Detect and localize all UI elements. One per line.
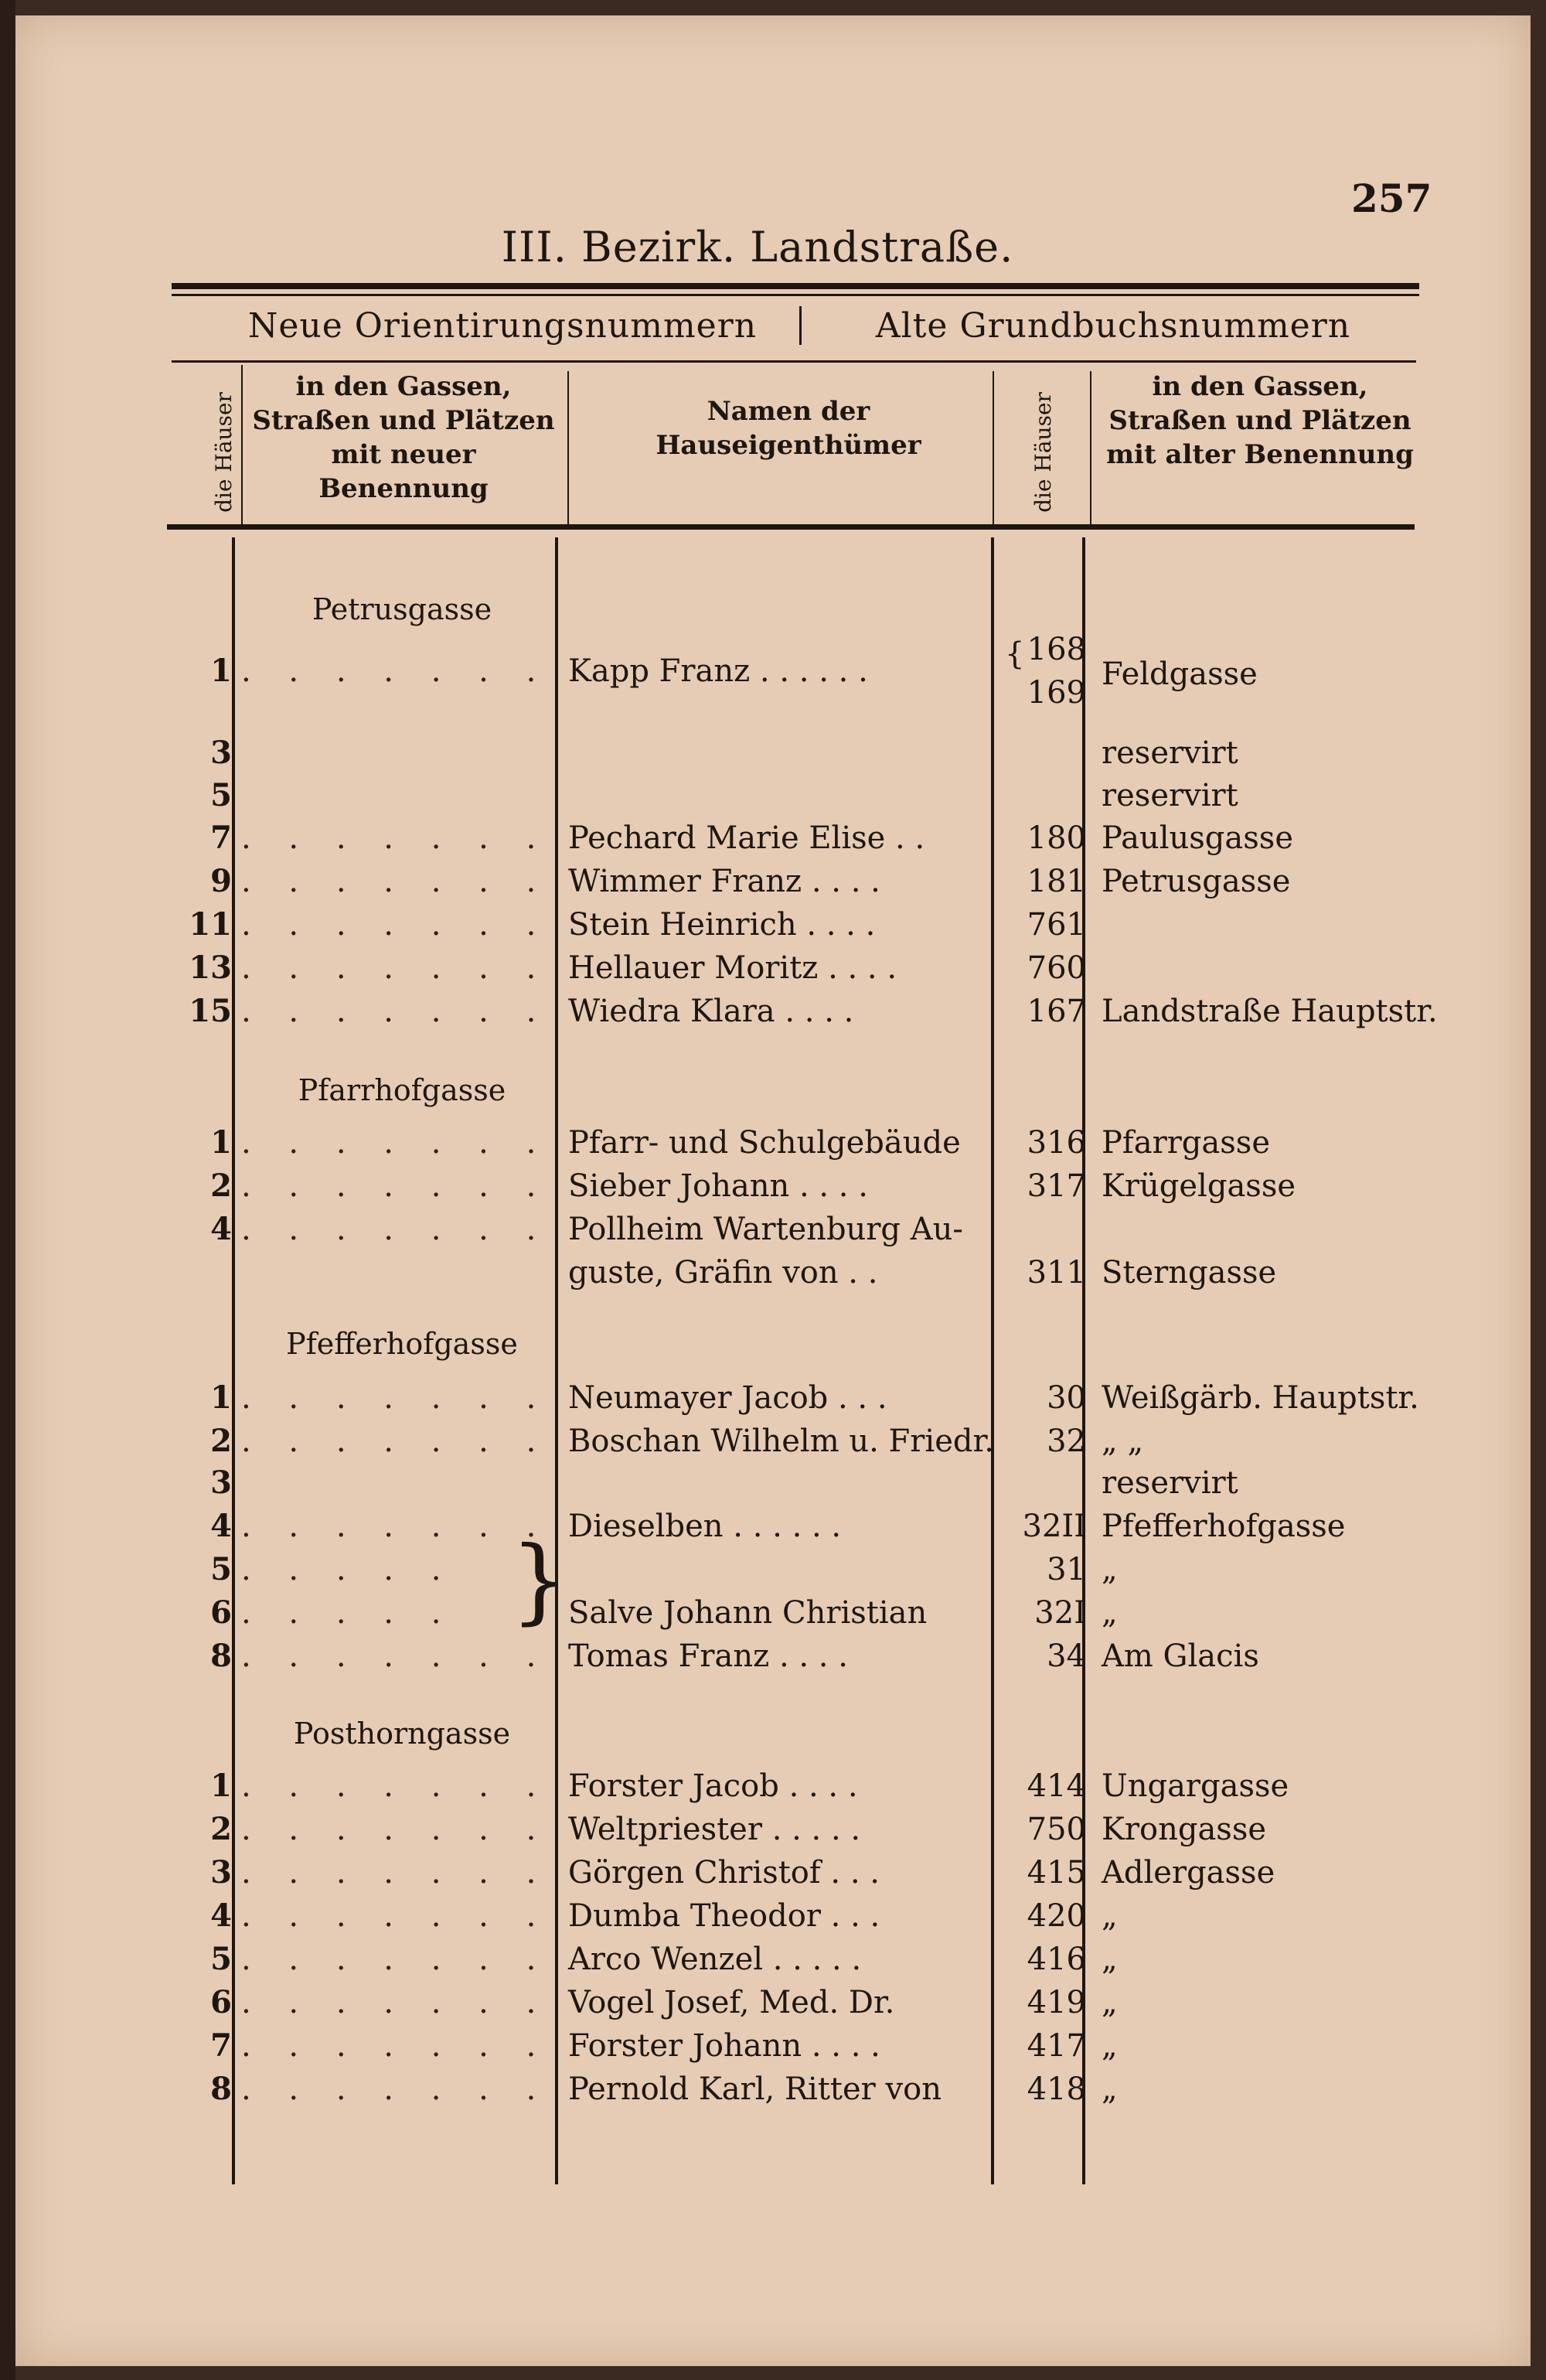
table-row [0,1981,1515,2024]
house-number: 9 [210,863,232,899]
table-row [0,731,1515,775]
owner-name [568,731,986,775]
owner-name [568,1461,986,1505]
house-number: 6 [210,1594,232,1631]
old-street: Pfarrgasse [1102,1125,1270,1161]
owner-name: Boschan Wilhelm u. Friedr. [568,1424,994,1459]
house-number: 1 [210,1379,232,1416]
col-owners: Namen der Hauseigenthümer [656,396,921,461]
table-row [0,990,1515,1033]
old-street: „ [1102,1552,1118,1587]
leader-dots [241,774,550,817]
col-houses-old: die Häuser [1030,392,1056,513]
leader-dots: . . . . . . . [241,820,550,856]
owner-name: Pechard Marie Elise . . [568,820,925,856]
header-vline-2 [567,371,569,526]
house-number: 1 [210,653,232,689]
house-number: 5 [210,1551,232,1587]
col-streets-old: in den Gassen, Straßen und Plätzen mit alter Benennung [1106,371,1414,470]
leader-dots: . . . . . . . [241,1985,550,2020]
col-streets-new: in den Gassen, Straßen und Plätzen mit neuer Benennung [252,371,555,504]
house-number: 3 [210,1464,232,1501]
table-row [0,1635,1515,1678]
house-number: 15 [189,993,232,1029]
old-street: Pfefferhofgasse [1102,1509,1346,1544]
leader-dots: . . . . . . . [241,1638,550,1674]
leader-dots: . . . . . . . [241,1768,550,1804]
leader-dots: . . . . . . . [241,1380,550,1416]
table-row [0,1164,1515,1208]
header-rule-top-thin [172,294,1419,296]
table-row [0,903,1515,946]
table-row [0,1461,1515,1505]
old-number: 31 [1047,1552,1086,1587]
house-number: 2 [210,1811,232,1847]
section-title: Petrusgasse [312,592,492,626]
old-number: 167 [1027,994,1086,1029]
old-street: reservirt [1102,1465,1238,1501]
house-number: 1 [210,1768,232,1804]
old-street [1102,946,1457,990]
house-number: 6 [210,1984,232,2020]
header-vline-3 [993,371,994,526]
header-separator [799,306,802,345]
header-rule-bottom [167,524,1415,530]
old-street: Landstraße Hauptstr. [1102,994,1438,1029]
owner-name: guste, Gräfin von . . [568,1255,878,1291]
old-number [997,774,1086,817]
section-title: Pfefferhofgasse [286,1327,518,1361]
old-street [1102,1208,1457,1251]
leader-dots [241,1461,550,1505]
old-street: Paulusgasse [1102,820,1293,856]
old-street: Am Glacis [1102,1638,1259,1674]
leader-dots: . . . . . [241,1595,455,1631]
table-row [0,1765,1515,1808]
old-number: 181 [1027,864,1086,899]
owner-name: Stein Heinrich . . . . [568,907,876,943]
old-number: 420 [1027,1898,1086,1934]
header-rule-mid [172,360,1416,363]
owner-name: Tomas Franz . . . . [568,1638,848,1674]
house-number: 4 [210,1898,232,1934]
leader-dots: . . . . . . . [241,653,550,689]
table-row [0,632,1515,711]
house-number: 8 [210,2071,232,2107]
leader-dots [241,1251,550,1294]
table-row [0,1808,1515,1851]
old-street: reservirt [1102,735,1238,771]
old-number: 419 [1027,1985,1086,2020]
leader-dots: . . . . . . . [241,1212,550,1247]
table-row [0,2068,1515,2111]
owner-name: Dieselben . . . . . . [568,1509,842,1544]
leader-dots: . . . . . . . [241,1424,550,1459]
old-street: reservirt [1102,778,1238,813]
table-row [0,1894,1515,1938]
old-number [997,1208,1086,1251]
owner-name: Pernold Karl, Ritter von [568,2071,942,2107]
leader-dots: . . . . . . . [241,907,550,943]
section-title: Posthorngasse [293,1717,511,1751]
leader-dots: . . . . . . . [241,994,550,1029]
owner-name: Wiedra Klara . . . . [568,994,854,1029]
old-number: 169 [1027,675,1086,711]
leader-dots: . . . . . . . [241,1942,550,1977]
house-number: 1 [210,1124,232,1161]
house-number [170,1251,232,1294]
table-row [0,1938,1515,1981]
brace-mark: } [510,1527,570,1635]
old-street: „ [1102,1595,1118,1631]
old-number: 32I [1034,1595,1086,1631]
old-number: 168 [1027,632,1086,667]
col-houses-new: die Häuser [211,392,237,513]
house-number: 5 [210,1941,232,1977]
table-row [0,860,1515,903]
old-number: 311 [1027,1255,1086,1291]
leader-dots: . . . . . . . [241,1855,550,1891]
old-street: „ „ [1102,1424,1144,1459]
old-number [997,731,1086,775]
old-number: 317 [1027,1168,1086,1204]
owner-name: Weltpriester . . . . . [568,1812,861,1847]
old-street: „ [1102,2028,1118,2064]
table-row [0,946,1515,990]
header-vline-4 [1090,371,1091,526]
header-new-numbers: Neue Orientirungsnummern [247,306,758,346]
old-number: 414 [1027,1768,1086,1804]
old-number: 30 [1047,1380,1086,1416]
owner-name: Salve Johann Christian [568,1595,928,1631]
owner-name: Hellauer Moritz . . . . [568,950,897,986]
old-number: 417 [1027,2028,1086,2064]
leader-dots: . . . . . [241,1552,455,1587]
old-street: Adlergasse [1102,1855,1275,1891]
old-street: Feldgasse [1102,656,1258,692]
table-row [0,1208,1515,1251]
old-street: „ [1102,2071,1118,2107]
leader-dots: . . . . . . . [241,1168,550,1204]
table-row [0,1505,1515,1548]
leader-dots [241,731,550,775]
house-number: 5 [210,777,232,813]
owner-name: Görgen Christof . . . [568,1855,880,1891]
old-number: 418 [1027,2071,1086,2107]
page-number: 257 [1351,176,1432,221]
old-street: Weißgärb. Hauptstr. [1102,1380,1419,1416]
old-number [997,1461,1086,1505]
old-street: „ [1102,1898,1118,1934]
owner-name: Sieber Johann . . . . [568,1168,868,1204]
table-row [0,1591,1515,1635]
old-street: Petrusgasse [1102,864,1291,899]
table-row [0,1548,1515,1591]
header-vline-1 [241,365,243,526]
old-street: Sterngasse [1102,1255,1277,1291]
owner-name: Neumayer Jacob . . . [568,1380,887,1416]
owner-name: Dumba Theodor . . . [568,1898,880,1934]
header-old-numbers: Alte Grundbuchsnummern [875,306,1351,346]
leader-dots: . . . . . . . [241,1125,550,1161]
owner-name: Wimmer Franz . . . . [568,864,880,899]
house-number: 3 [210,1854,232,1891]
owner-name [568,774,986,817]
owner-name: Forster Jacob . . . . [568,1768,858,1804]
old-number: 180 [1027,820,1086,856]
brace-mark: { [1005,636,1025,672]
house-number: 4 [210,1508,232,1544]
old-number: 760 [1027,950,1086,986]
old-number: 32II [1022,1509,1086,1544]
old-street [1102,903,1457,946]
table-row [0,2024,1515,2068]
old-number: 34 [1047,1638,1086,1674]
old-street: Ungargasse [1102,1768,1289,1804]
leader-dots: . . . . . . . [241,1812,550,1847]
leader-dots: . . . . . . . [241,1509,550,1544]
owner-name: Kapp Franz . . . . . . [568,653,868,689]
old-number: 761 [1027,907,1086,943]
table-row [0,1420,1515,1463]
table-row [0,817,1515,860]
owner-name: Pollheim Wartenburg Au- [568,1212,963,1247]
leader-dots: . . . . . . . [241,2071,550,2107]
old-number: 316 [1027,1125,1086,1161]
old-number: 32 [1047,1424,1086,1459]
house-number: 4 [210,1211,232,1247]
table-row [0,1121,1515,1164]
owner-name: Pfarr- und Schulgebäude [568,1125,961,1161]
old-street: „ [1102,1985,1118,2020]
old-street: Krongasse [1102,1812,1267,1847]
old-number: 750 [1027,1812,1086,1847]
table-row [0,1851,1515,1894]
header-rule-top [172,283,1419,289]
table-row [0,774,1515,817]
owner-name [568,1548,986,1591]
page-title: III. Bezirk. Landstraße. [501,223,1014,271]
old-street: Krügelgasse [1102,1168,1296,1204]
house-number: 13 [189,950,232,986]
leader-dots: . . . . . . . [241,2028,550,2064]
table-row [0,1376,1515,1420]
table-row [0,1251,1515,1294]
leader-dots: . . . . . . . [241,864,550,899]
old-street: „ [1102,1942,1118,1977]
house-number: 7 [210,820,232,856]
house-number: 3 [210,735,232,771]
leader-dots: . . . . . . . [241,950,550,986]
house-number: 7 [210,2027,232,2064]
house-number: 8 [210,1638,232,1674]
leader-dots: . . . . . . . [241,1898,550,1934]
owner-name: Arco Wenzel . . . . . [568,1942,862,1977]
old-number: 416 [1027,1942,1086,1977]
owner-name: Vogel Josef, Med. Dr. [568,1985,895,2020]
old-number: 415 [1027,1855,1086,1891]
owner-name: Forster Johann . . . . [568,2028,880,2064]
house-number: 11 [189,906,232,943]
house-number: 2 [210,1168,232,1204]
house-number: 2 [210,1423,232,1459]
section-title: Pfarrhofgasse [298,1073,506,1107]
